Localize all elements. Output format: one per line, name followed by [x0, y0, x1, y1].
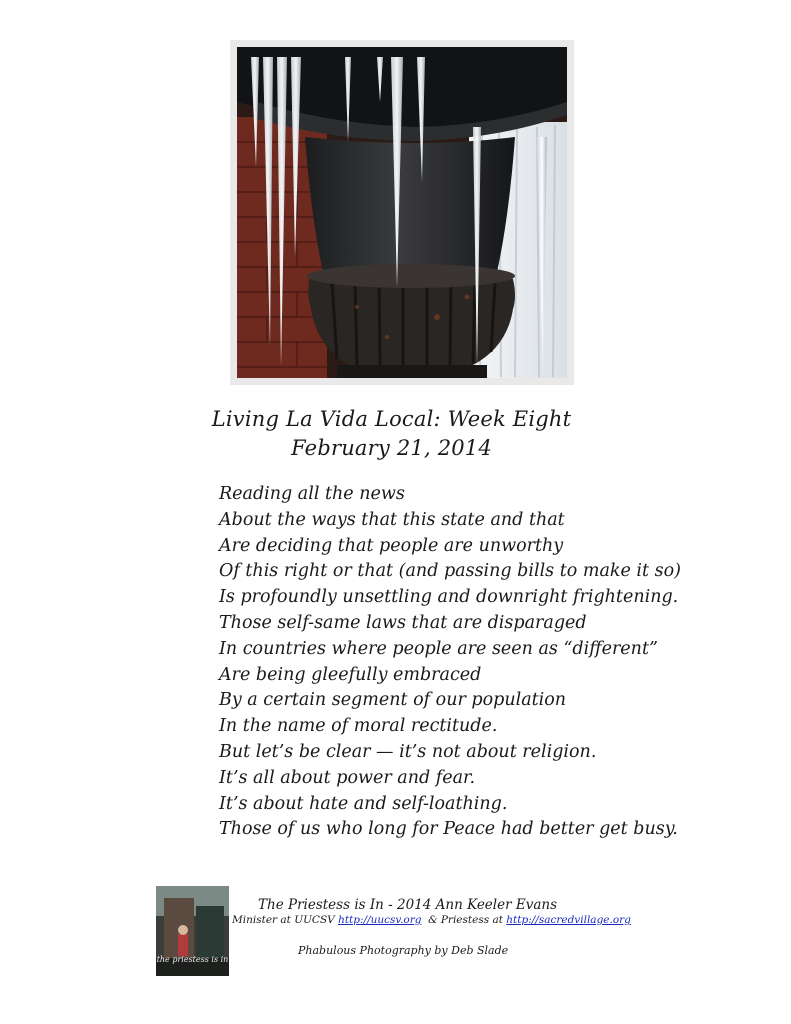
poem-line: About the ways that this state and that	[219, 509, 565, 530]
icicle-urn-photo	[230, 40, 574, 385]
poem-line: Are deciding that people are unworthy	[219, 535, 564, 556]
poem-line: In the name of moral rectitude.	[219, 716, 498, 737]
sacredvillage-link[interactable]: http://sacredvillage.org	[506, 914, 631, 926]
poem-line: By a certain segment of our population	[219, 690, 567, 711]
poem-body	[219, 482, 779, 843]
page-date: February 21, 2014	[291, 436, 492, 460]
icicle-urn-image	[237, 47, 567, 378]
poem-line: But let’s be clear — it’s not about religion.	[219, 741, 597, 762]
poem-line: It’s about hate and self-loathing.	[219, 793, 508, 814]
poem-line: In countries where people are seen as “different”	[219, 638, 658, 659]
poem-line: Are being gleefully embraced	[219, 664, 482, 685]
poem-line: Those of us who long for Peace had better get busy.	[219, 819, 678, 840]
poem-line: It’s all about power and fear.	[219, 767, 476, 788]
page-title: Living La Vida Local: Week Eight	[211, 407, 572, 431]
priestess-thumbnail	[156, 886, 229, 976]
footer-attribution: The Priestess is In - 2014 Ann Keeler Evans	[258, 897, 558, 913]
footer-links-line	[232, 914, 631, 926]
photo-credit: Phabulous Photography by Deb Slade	[298, 944, 509, 957]
thumbnail-caption: the priestess is in	[156, 955, 229, 964]
minister-label: Minister at UUCSV	[232, 914, 339, 926]
poem-line: Those self-same laws that are disparaged	[219, 612, 587, 633]
poem-line: Is profoundly unsettling and downright frightening.	[219, 587, 679, 608]
priestess-label: & Priestess at	[421, 914, 507, 926]
poem-line: Reading all the news	[219, 484, 405, 504]
uucsv-link[interactable]: http://uucsv.org	[338, 914, 422, 926]
poem-line: Of this right or that (and passing bills to make it so)	[219, 561, 681, 582]
